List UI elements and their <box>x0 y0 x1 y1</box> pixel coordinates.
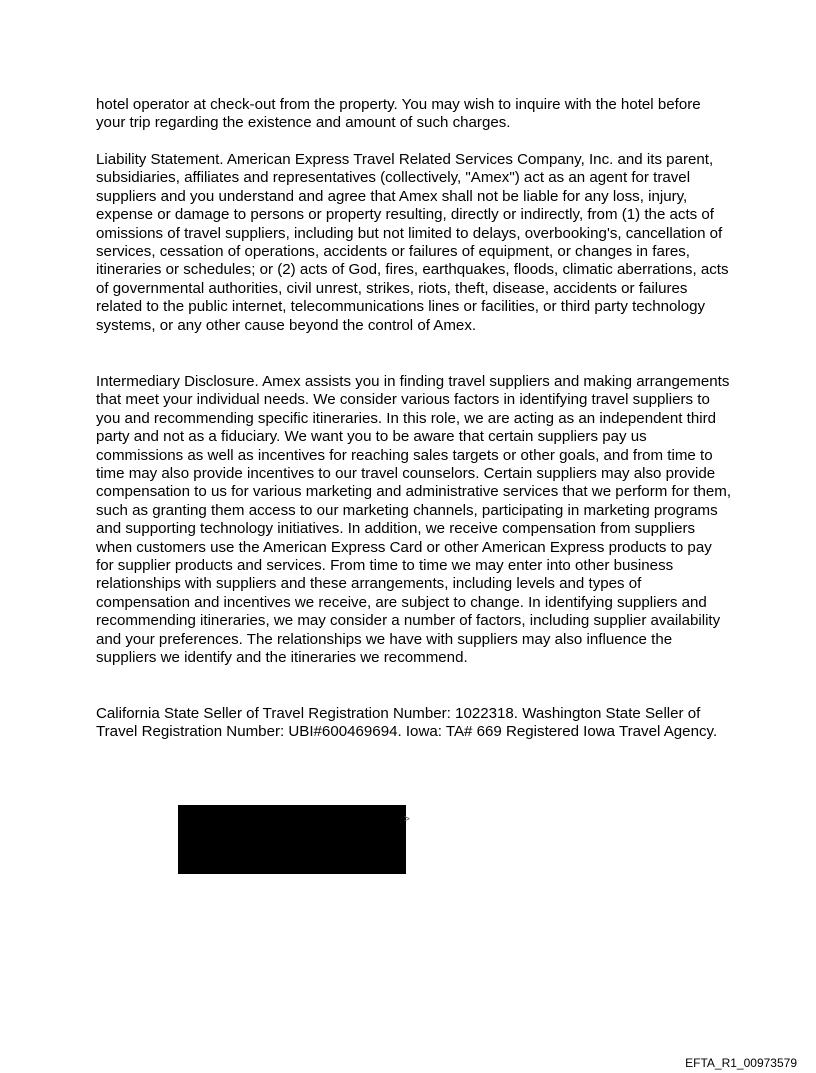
paragraph-liability-statement: Liability Statement. American Express Travel Related Services Company, Inc. and its parent, subsidiaries, affiliates and representatives (collectively, "Amex") act as an agent for travel suppliers and you understand and agree that Amex shall not be liable for any loss, injury, expense or damage to persons or property resulting, directly or indirectly, from (1) the acts of omissions of travel suppliers, including but not limited to delays, overbooking's, cancellation of services, cessation of operations, accidents or failures of equipment, or changes in fares, itineraries or schedules; or (2) acts of God, fires, earthquakes, floods, climatic aberrations, acts of governmental authorities, civil unrest, strikes, riots, theft, disease, accidents or failures related to the public internet, telecommunications lines or facilities, or third party technology systems, or any other cause beyond the control of Amex. <box>96 151 729 334</box>
paragraph-registration-numbers: California State Seller of Travel Registration Number: 1022318. Washington State Seller of Travel Registration Number: UBI#600469694. Iowa: TA# 669 Registered Iowa Travel Agency. <box>96 705 718 741</box>
redaction-box <box>178 805 406 874</box>
paragraph-intermediary-disclosure: Intermediary Disclosure. Amex assists you in finding travel suppliers and making arrangements that meet your individual needs. We consider various factors in identifying travel suppliers to you and recommending specific itineraries. In this role, we are acting as an independent third party and not as a fiduciary. We want you to be aware that certain suppliers pay us commissions as well as incentives for reaching sales targets or other goals, and from time to time may also provide incentives to our travel counselors. Certain suppliers may also provide compensation to us for various marketing and administrative services that we perform for them, such as granting them access to our marketing channels, participating in marketing programs and supporting technology initiatives. In addition, we receive compensation from suppliers when customers use the American Express Card or other American Express products to pay for supplier products and services. From time to time we may enter into other business relationships with suppliers and these arrangements, including levels and types of compensation and incentives we receive, are subject to change. In identifying suppliers and recommending itineraries, we may consider a number of factors, including supplier availability and your preferences. The relationships we have with suppliers may also influence the suppliers we identify and the itineraries we recommend. <box>96 373 732 667</box>
document-id: EFTA_R1_00973579 <box>685 1056 797 1070</box>
paragraph-hotel-charges: hotel operator at check-out from the property. You may wish to inquire with the hotel before your trip regarding the existence and amount of such charges. <box>96 96 701 132</box>
redaction-caret: > <box>404 814 410 825</box>
